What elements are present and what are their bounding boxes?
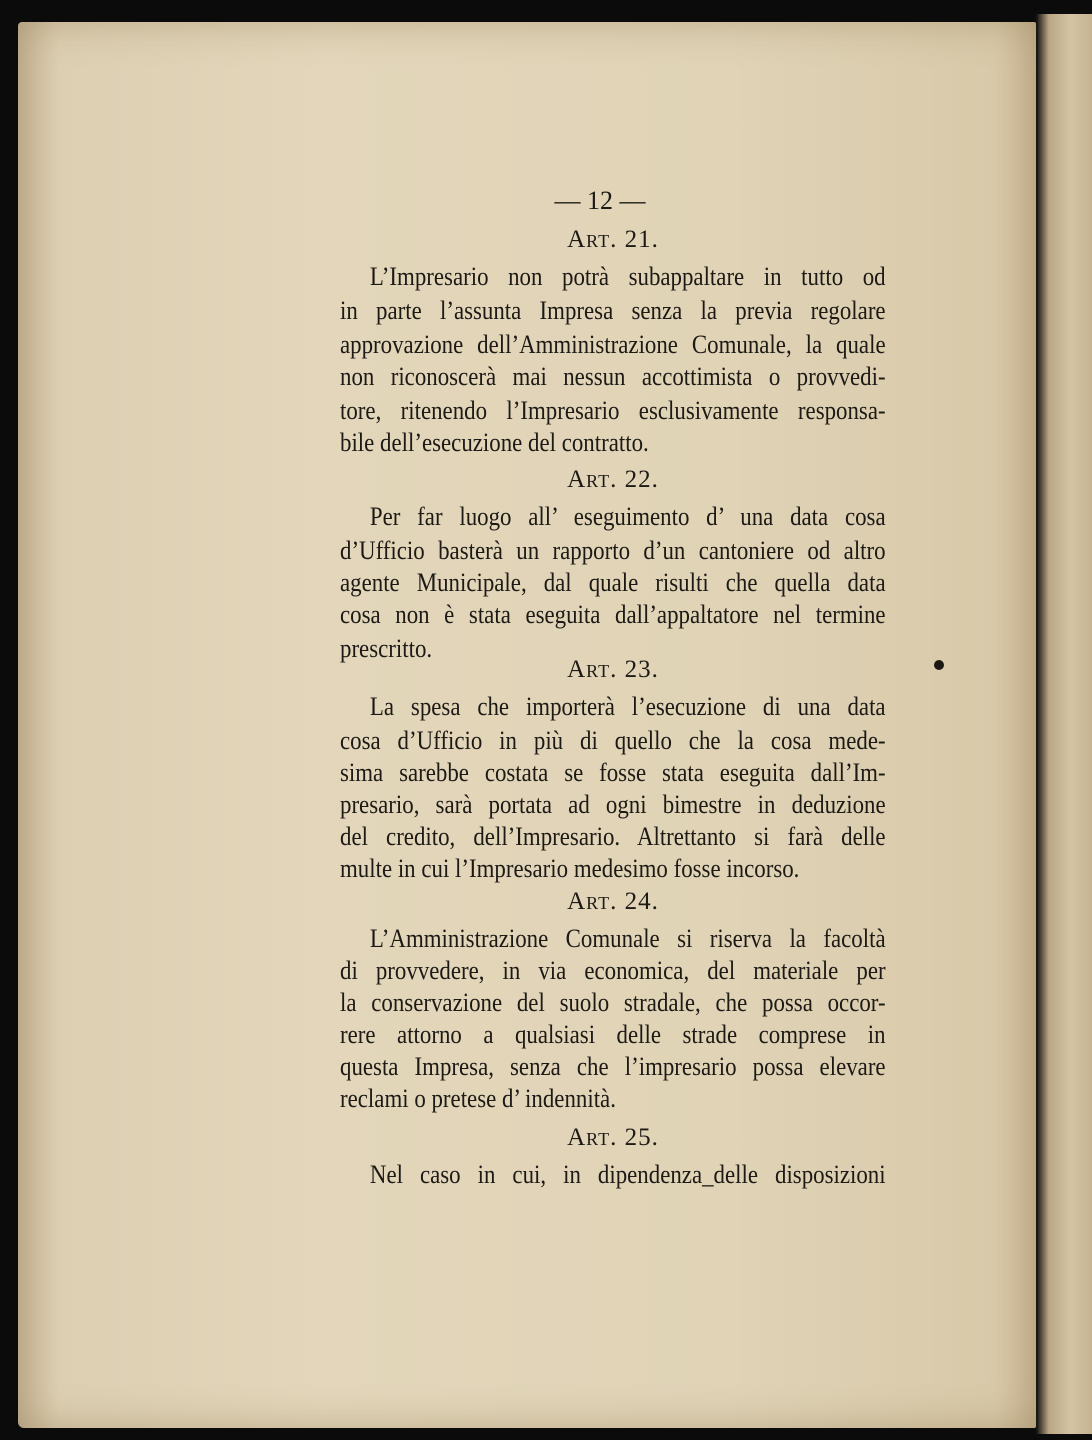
article-21-line: in parte l’assunta Impresa senza la previa regolare — [340, 296, 886, 325]
article-21-line: tore, ritenendo l’Impresario esclusivamente responsa- — [340, 396, 886, 425]
article-22-line: d’Ufficio basterà un rapporto d’un cantoniere od altro — [340, 536, 886, 565]
article-23-line: La spesa che importerà l’esecuzione di una data — [369, 692, 886, 721]
article-22-line: agente Municipale, dal quale risulti che quella data — [340, 568, 886, 597]
article-23-heading: Art. 23. — [567, 656, 659, 683]
article-24-heading: Art. 24. — [567, 888, 659, 915]
article-21-line: non riconoscerà mai nessun accottimista o provvedi- — [340, 362, 886, 391]
article-21-line: bile dell’esecuzione del contratto. — [340, 428, 649, 457]
article-21-heading: Art. 21. — [567, 226, 659, 253]
article-24-line: rere attorno a qualsiasi delle strade comprese in — [340, 1020, 886, 1049]
article-23-line: del credito, dell’Impresario. Altrettanto si farà delle — [340, 822, 886, 851]
article-24-line: di provvedere, in via economica, del materiale per — [340, 956, 886, 985]
article-24-line: la conservazione del suolo stradale, che possa occor- — [340, 988, 886, 1017]
article-23-line: cosa d’Ufficio in più di quello che la cosa mede- — [340, 726, 886, 755]
article-21-line: L’Impresario non potrà subappaltare in tutto od — [369, 262, 886, 291]
page-number: — 12 — — [554, 186, 646, 215]
article-24-line: L’Amministrazione Comunale si riserva la facoltà — [369, 924, 886, 953]
next-page-edge — [1038, 14, 1092, 1434]
article-22-line: Per far luogo all’ eseguimento d’ una data cosa — [369, 502, 886, 531]
article-25-heading: Art. 25. — [567, 1124, 659, 1151]
article-22-line: prescritto. — [340, 634, 433, 663]
article-23-line: multe in cui l’Impresario medesimo fosse incorso. — [340, 854, 800, 883]
ink-speck — [934, 660, 944, 670]
article-21-line: approvazione dell’Amministrazione Comunale, la quale — [340, 330, 886, 359]
article-22-heading: Art. 22. — [567, 466, 659, 493]
article-23-line: sima sarebbe costata se fosse stata eseguita dall’Im- — [340, 758, 886, 787]
article-23-line: presario, sarà portata ad ogni bimestre in deduzione — [340, 790, 886, 819]
article-25-line: Nel caso in cui, in dipendenza_delle disposizioni — [369, 1160, 886, 1189]
article-22-line: cosa non è stata eseguita dall’appaltatore nel termine — [340, 600, 886, 629]
article-24-line: reclami o pretese d’ indennità. — [340, 1084, 616, 1113]
article-24-line: questa Impresa, senza che l’impresario possa elevare — [340, 1052, 886, 1081]
